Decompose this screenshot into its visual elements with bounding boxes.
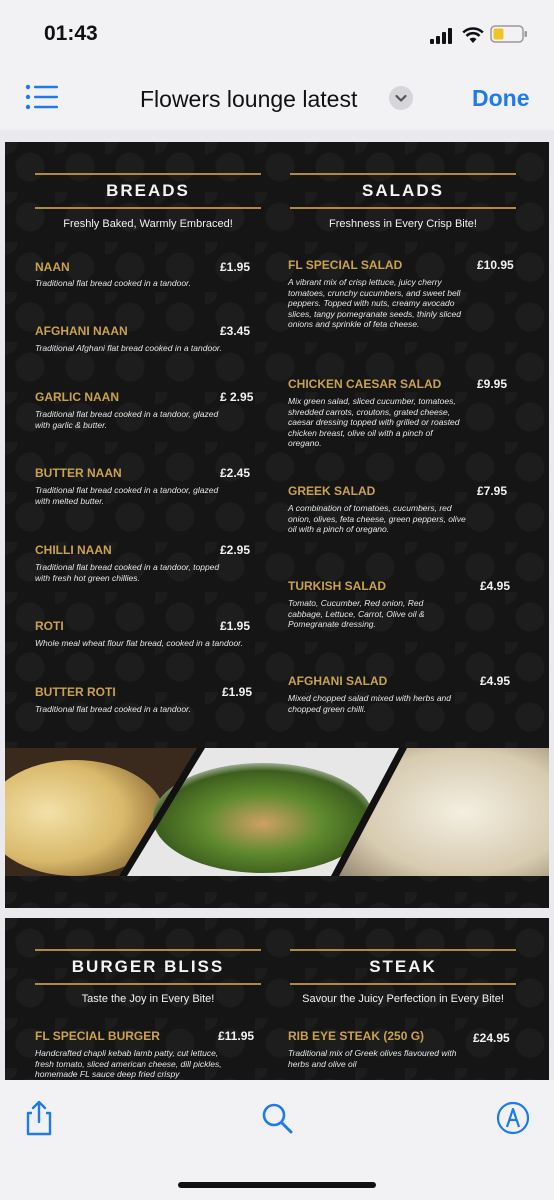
document-title[interactable]: Flowers lounge latest bbox=[140, 86, 358, 112]
food-photo-strip bbox=[5, 748, 549, 876]
menu-item-name: NAAN bbox=[35, 260, 70, 274]
menu-item-price: £11.95 bbox=[218, 1029, 255, 1043]
burger-tagline: Taste the Joy in Every Bite! bbox=[81, 993, 215, 1005]
menu-item-name: FL SPECIAL SALAD bbox=[288, 258, 403, 272]
menu-item-price: £24.95 bbox=[473, 1031, 510, 1045]
home-indicator bbox=[178, 1182, 376, 1188]
salads-heading bbox=[290, 173, 516, 209]
menu-item-name: TURKISH SALAD bbox=[288, 579, 386, 593]
menu-page-2 bbox=[5, 918, 549, 1080]
menu-item-price: £2.45 bbox=[220, 466, 251, 480]
share-button[interactable] bbox=[22, 1100, 56, 1136]
breads-title: BREADS bbox=[106, 181, 190, 200]
menu-item-desc: Handcrafted chapli kebab lamb patty, cut lettuce, fresh tomato, sliced american cheese, dill pickles, homemade FL sauce deep fried crispy bbox=[35, 1048, 222, 1079]
menu-item-desc: A vibrant mix of crisp lettuce, juicy cherry tomatoes, crunchy cucumbers, and sweet bell peppers. Topped with nuts, creamy avocado slices, tangy pomegranate seeds, thinly sliced onions and sprinkle of feta cheese. bbox=[288, 277, 461, 329]
menu-item-name: GARLIC NAAN bbox=[35, 390, 119, 404]
menu-item-desc: Traditional flat bread cooked in a tandoor, glazed with garlic & butter. bbox=[35, 409, 219, 430]
menu-item-price: £4.95 bbox=[480, 579, 511, 593]
menu-item-name: BUTTER NAAN bbox=[35, 466, 122, 480]
menu-item-price: £ 2.95 bbox=[220, 390, 254, 404]
title-menu-button[interactable] bbox=[389, 86, 413, 110]
table-of-contents-button[interactable] bbox=[22, 82, 60, 112]
battery-icon bbox=[490, 24, 528, 44]
menu-item-desc: Mix green salad, sliced cucumber, tomatoes, shredded carrots, croutons, grated cheese, caesar dressing topped with grilled or roasted chicken breast, olive oil with a pinch of oregano. bbox=[288, 396, 460, 448]
menu-item-price: £3.45 bbox=[220, 324, 251, 338]
steak-heading bbox=[290, 949, 516, 985]
menu-page-1 bbox=[5, 142, 549, 908]
markup-button[interactable] bbox=[496, 1100, 530, 1136]
status-time: 01:43 bbox=[44, 22, 98, 45]
menu-item-desc: Traditional Afghani flat bread cooked in a tandoor. bbox=[35, 343, 222, 353]
salads-tagline: Freshness in Every Crisp Bite! bbox=[329, 218, 477, 230]
menu-item-name: AFGHANI NAAN bbox=[35, 324, 128, 338]
navigation-bar bbox=[0, 70, 554, 130]
menu-item-desc: Mixed chopped salad mixed with herbs and chopped green chilli. bbox=[288, 693, 452, 714]
menu-item-price: £1.95 bbox=[220, 619, 251, 633]
steak-tagline: Savour the Juicy Perfection in Every Bite! bbox=[302, 993, 504, 1005]
menu-item-desc: Traditional flat bread cooked in a tandoor. bbox=[35, 278, 191, 288]
menu-item-price: £4.95 bbox=[480, 674, 511, 688]
status-bar bbox=[0, 0, 554, 70]
menu-item-price: £1.95 bbox=[222, 685, 253, 699]
menu-item-desc: Whole meal wheat flour flat bread, cooked in a tandoor. bbox=[35, 638, 244, 648]
menu-item-desc: Traditional flat bread cooked in a tandoor, topped with fresh hot green chillies. bbox=[35, 562, 220, 583]
menu-item-desc: Traditional flat bread cooked in a tandoor, glazed with melted butter. bbox=[35, 485, 219, 506]
chevron-down-icon bbox=[389, 86, 413, 110]
menu-item-price: £10.95 bbox=[477, 258, 514, 272]
breads-heading bbox=[35, 173, 261, 209]
menu-item-desc: Tomato, Cucumber, Red onion, Red cabbage, Lettuce, Carrot, Olive oil & Pomegranate dressing. bbox=[288, 598, 425, 629]
menu-item-desc: A combination of tomatoes, cucumbers, red onion, olives, feta cheese, green peppers, olive oil with a pinch of oregano. bbox=[288, 503, 466, 534]
search-button[interactable] bbox=[260, 1100, 294, 1136]
menu-item-name: CHILLI NAAN bbox=[35, 543, 112, 557]
done-button[interactable]: Done bbox=[472, 85, 530, 111]
burger-title: BURGER BLISS bbox=[71, 957, 225, 976]
cellular-signal-icon bbox=[430, 28, 454, 44]
steak-title: STEAK bbox=[369, 957, 437, 976]
menu-item-name: ROTI bbox=[35, 619, 64, 633]
menu-item-price: £1.95 bbox=[220, 260, 251, 274]
document-viewer[interactable] bbox=[0, 130, 554, 1080]
menu-item-price: £2.95 bbox=[220, 543, 251, 557]
menu-item-name: GREEK SALAD bbox=[288, 484, 376, 498]
menu-item-name: AFGHANI SALAD bbox=[288, 674, 388, 688]
burger-heading bbox=[35, 949, 261, 985]
menu-item-name: BUTTER ROTI bbox=[35, 685, 116, 699]
menu-item-desc: Traditional mix of Greek olives flavoured with herbs and olive oil bbox=[288, 1048, 457, 1069]
salads-title: SALADS bbox=[362, 181, 444, 200]
menu-item-name: RIB EYE STEAK (250 G) bbox=[288, 1029, 425, 1043]
menu-item-price: £9.95 bbox=[477, 377, 508, 391]
menu-item-desc: Traditional flat bread cooked in a tandoor. bbox=[35, 704, 191, 714]
wifi-icon bbox=[462, 26, 484, 44]
menu-item-name: CHICKEN CAESAR SALAD bbox=[288, 377, 442, 391]
menu-item-price: £7.95 bbox=[477, 484, 508, 498]
menu-item-name: FL SPECIAL BURGER bbox=[35, 1029, 160, 1043]
breads-tagline: Freshly Baked, Warmly Embraced! bbox=[63, 218, 233, 230]
